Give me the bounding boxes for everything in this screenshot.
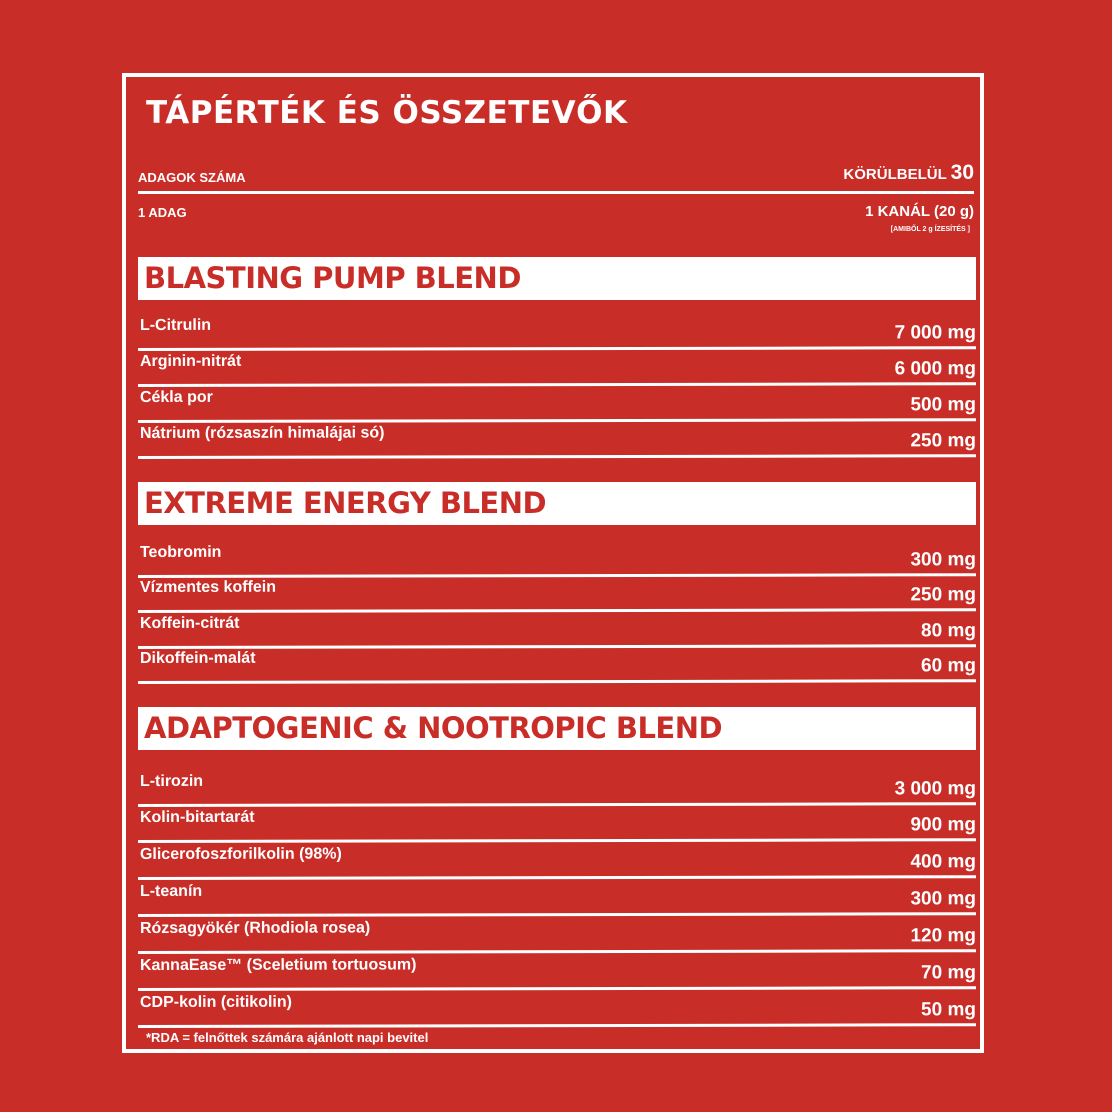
ingredient-amount: 250 mg bbox=[910, 430, 976, 452]
ingredient-name: Vízmentes koffein bbox=[139, 578, 276, 596]
ingredient-name: Glicerofoszforilkolin (98%) bbox=[139, 845, 342, 863]
serving-size-label: 1 ADAG bbox=[138, 205, 187, 220]
ingredient-row bbox=[138, 766, 976, 807]
ingredient-amount: 3 000 mg bbox=[894, 778, 976, 800]
blend-header-adaptogenic-nootropic: ADAPTOGENIC & NOOTROPIC BLEND bbox=[138, 707, 976, 750]
ingredient-name: Kolin-bitartarát bbox=[139, 808, 255, 826]
ingredient-amount: 300 mg bbox=[910, 888, 976, 910]
ingredient-amount: 400 mg bbox=[910, 851, 976, 873]
ingredient-row bbox=[138, 876, 976, 917]
ingredient-row bbox=[138, 346, 976, 387]
ingredient-amount: 70 mg bbox=[921, 962, 976, 984]
ingredient-name: Teobromin bbox=[139, 543, 222, 561]
nutrition-panel bbox=[122, 73, 984, 1053]
ingredient-amount: 6 000 mg bbox=[894, 358, 976, 380]
serving-size-row bbox=[136, 194, 974, 226]
ingredient-amount: 900 mg bbox=[910, 814, 976, 836]
ingredient-row bbox=[138, 839, 976, 880]
serving-size-value: 1 KANÁL (20 g) bbox=[865, 203, 974, 220]
ingredient-name: Koffein-citrát bbox=[139, 614, 240, 632]
panel-title: TÁPÉRTÉK ÉS ÖSSZETEVŐK bbox=[146, 95, 628, 131]
ingredient-amount: 300 mg bbox=[910, 549, 976, 571]
ingredient-row bbox=[138, 802, 976, 843]
ingredient-name: Rózsagyökér (Rhodiola rosea) bbox=[139, 919, 371, 937]
ingredient-amount: 500 mg bbox=[910, 394, 976, 416]
ingredient-name: Nátrium (rózsaszín himalájai só) bbox=[139, 424, 385, 442]
ingredient-row bbox=[138, 913, 976, 954]
ingredient-name: L-Citrulin bbox=[139, 316, 212, 334]
blend-header-blasting-pump: BLASTING PUMP BLEND bbox=[138, 257, 976, 300]
ingredient-amount: 50 mg bbox=[921, 999, 976, 1021]
servings-row bbox=[136, 159, 974, 191]
ingredient-name: L-teanín bbox=[139, 882, 203, 900]
ingredient-name: L-tirozin bbox=[139, 772, 204, 790]
blend-header-extreme-energy: EXTREME ENERGY BLEND bbox=[138, 482, 976, 525]
ingredient-amount: 80 mg bbox=[921, 620, 976, 642]
servings-value bbox=[843, 161, 974, 185]
ingredient-name: Cékla por bbox=[139, 388, 213, 406]
ingredient-row bbox=[138, 572, 976, 613]
ingredient-row bbox=[138, 987, 976, 1028]
ingredient-amount: 60 mg bbox=[921, 655, 976, 677]
servings-prefix: KÖRÜLBELÜL bbox=[843, 166, 947, 183]
ingredient-name: Arginin-nitrát bbox=[139, 352, 242, 370]
ingredient-name: Dikoffein-malát bbox=[139, 649, 256, 667]
ingredient-name: KannaEase™ (Sceletium tortuosum) bbox=[139, 956, 417, 974]
ingredient-amount: 250 mg bbox=[910, 584, 976, 606]
ingredient-row bbox=[138, 418, 976, 459]
ingredient-amount: 7 000 mg bbox=[894, 322, 976, 344]
ingredient-row bbox=[138, 310, 976, 351]
rda-footnote: *RDA = felnőttek számára ajánlott napi bevitel bbox=[146, 1030, 429, 1045]
servings-count: 30 bbox=[950, 161, 974, 184]
serving-size-note: [AMIBŐL 2 g ÍZESÍTÉS ] bbox=[890, 226, 970, 233]
ingredient-amount: 120 mg bbox=[910, 925, 976, 947]
ingredient-row bbox=[138, 950, 976, 991]
servings-label: ADAGOK SZÁMA bbox=[138, 170, 246, 185]
ingredient-row bbox=[138, 382, 976, 423]
ingredient-name: CDP-kolin (citikolin) bbox=[139, 993, 292, 1011]
ingredient-row bbox=[138, 643, 976, 684]
